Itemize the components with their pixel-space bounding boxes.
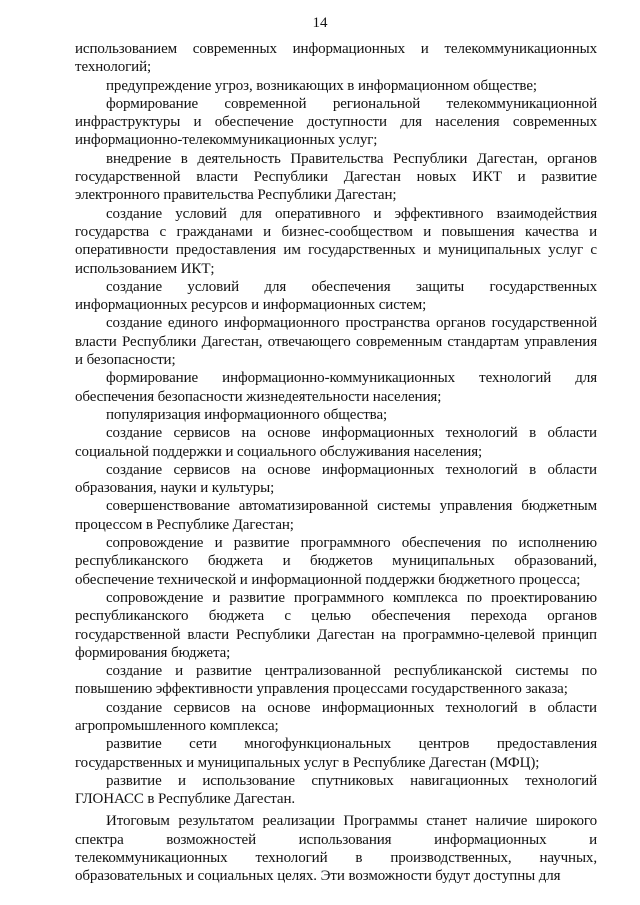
list-item-public-safety-tech: формирование информационно-коммуникационных технологий для обеспечения безопасности жизнедеятельности населения; [75, 370, 597, 405]
list-item-ict-government: внедрение в деятельность Правительства Республики Дагестан, органов государственной власти Республики Дагестан новых ИКТ и развитие электронного правительства Республики Дагестан; [75, 150, 597, 204]
list-item-information-security: создание условий для обеспечения защиты государственных информационных ресурсов и информационных систем; [75, 278, 597, 314]
list-item-info-society-promotion: популяризация информационного общества; [106, 406, 388, 423]
list-item-procurement-system: создание и развитие централизованной республиканской системы по повышению эффективности управления процессами государственного заказа; [75, 663, 597, 698]
list-item-education-culture: создание сервисов на основе информационных технологий в области образования, науки и культуры; [75, 461, 597, 497]
paragraph-summary: Итоговым результатом реализации Программы станет наличие широкого спектра возможностей использования информационных и телекоммуникационных технологий в производственных, научных, образовательных и социальных целях. Эти возможности будут доступны для [75, 813, 597, 885]
list-item-threat-prevention: предупреждение угроз, возникающих в информационном обществе; [106, 77, 537, 94]
list-item-budget-execution-software: сопровождение и развитие программного обеспечения по исполнению республиканского бюджета и бюджетов муниципальных образований, обеспечение технической и информационной поддержки бюджетного процесса; [75, 535, 597, 588]
page-number: 14 [312, 15, 328, 31]
list-item-unified-info-space: создание единого информационного пространства органов государственной власти Республики Дагестан, отвечающего современным стандартам управления и безопасности; [75, 315, 597, 369]
list-item-budget-planning-software: сопровождение и развитие программного комплекса по проектированию республиканского бюджета с целью обеспечения перехода органов государственной власти Республики Дагестан на программно-целевой принцип формирования бюджета; [75, 589, 597, 661]
list-item-telecom-infrastructure: формирование современной региональной телекоммуникационной инфраструктуры и обеспечение доступности для населения современных информационно-телекоммуникационных услуг; [75, 95, 597, 149]
list-item-mfc-network: развитие сети многофункциональных центров предоставления государственных и муниципальных услуг в Республике Дагестан (МФЦ); [75, 736, 597, 771]
list-item-social-services: создание сервисов на основе информационных технологий в области социальной поддержки и социального обслуживания населения; [75, 425, 597, 460]
list-item-citizen-interaction: создание условий для оперативного и эффективного взаимодействия государства с гражданами и бизнес-сообществом и повышения качества и оперативности предоставления им государственных и муниципальных услуг с использованием ИКТ; [75, 205, 597, 277]
list-item-glonass: развитие и использование спутниковых навигационных технологий ГЛОНАСС в Республике Дагестан. [75, 772, 597, 808]
paragraph-continuation: использованием современных информационных и телекоммуникационных технологий; [75, 41, 597, 76]
document-body [75, 40, 597, 886]
list-item-agro-services: создание сервисов на основе информационных технологий в области агропромышленного комплекса; [75, 699, 597, 734]
list-item-budget-system: совершенствование автоматизированной системы управления бюджетным процессом в Республике Дагестан; [75, 498, 597, 533]
